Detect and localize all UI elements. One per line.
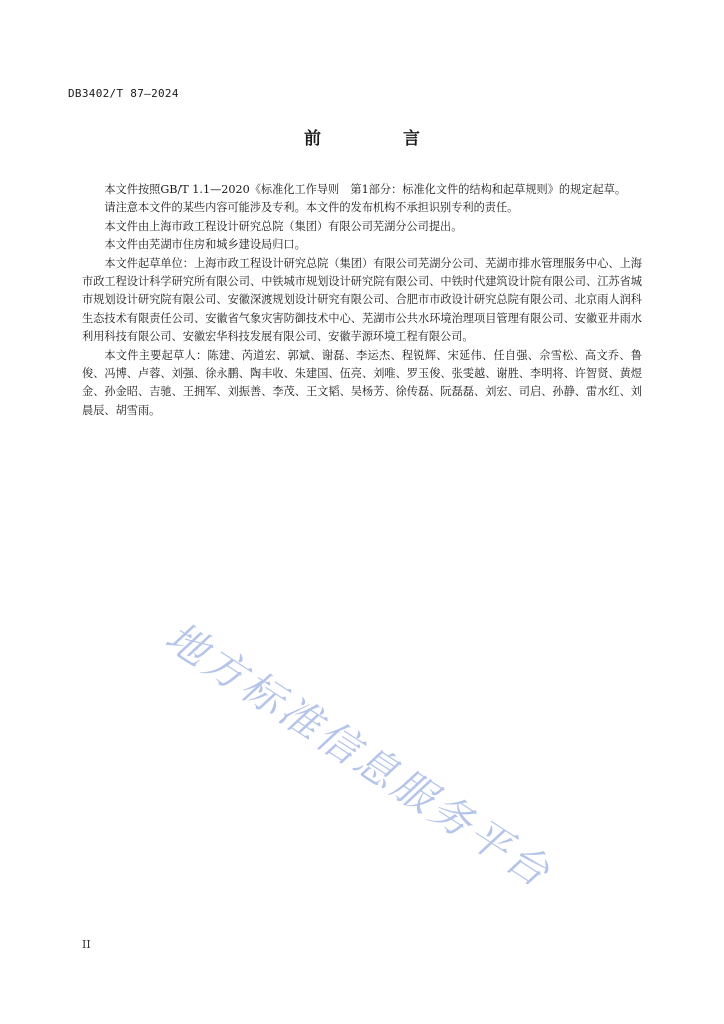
paragraph-main-drafters: 本文件主要起草人：陈建、芮道宏、郭斌、谢磊、李运杰、程锐辉、宋延伟、任自强、佘雪松、高文乔、鲁俊、冯博、卢蓉、刘强、徐永鹏、陶丰收、朱建国、伍亮、刘唯、罗玉俊、张雯越、谢胜、李明将、许智贤、黄煜金、孙金昭、吉驰、王拥军、刘振善、李茂、王文韬、吴杨芳、徐传磊、阮磊磊、刘宏、司启、孙静、雷水红、刘晨辰、胡雪雨。: [82, 348, 642, 417]
foreword-content: [82, 181, 642, 420]
document-code: DB3402/T 87—2024: [68, 87, 179, 100]
paragraph-proposer: 本文件由上海市政工程设计研究总院（集团）有限公司芜湖分公司提出。: [104, 219, 463, 233]
section-title: 前 言: [304, 129, 458, 149]
page-number: II: [82, 938, 91, 951]
paragraph-centralized-by: 本文件由芜湖市住房和城乡建设局归口。: [104, 238, 306, 252]
paragraph-patent-notice: 请注意本文件的某些内容可能涉及专利。本文件的发布机构不承担识别专利的责任。: [104, 201, 519, 215]
watermark-text: 地方标准信息服务平台: [156, 612, 561, 898]
paragraph-drafting-rules: 本文件按照GB/T 1.1—2020《标准化工作导则 第1部分：标准化文件的结构和起草规则》的规定起草。: [104, 183, 627, 196]
paragraph-drafting-units: 本文件起草单位：上海市政工程设计研究总院（集团）有限公司芜湖分公司、芜湖市排水管理服务中心、上海市政工程设计科学研究所有限公司、中铁城市规划设计研究院有限公司、中铁时代建筑设计院有限公司、江苏省城市规划设计研究院有限公司、安徽深渡规划设计研究有限公司、合肥市市政设计研究总院有限公司、北京雨人润科生态技术有限责任公司、安徽省气象灾害防御技术中心、芜湖市公共水环境治理项目管理有限公司、安徽亚井雨水利用科技有限公司、安徽宏华科技发展有限公司、安徽芋源环境工程有限公司。: [82, 256, 642, 344]
